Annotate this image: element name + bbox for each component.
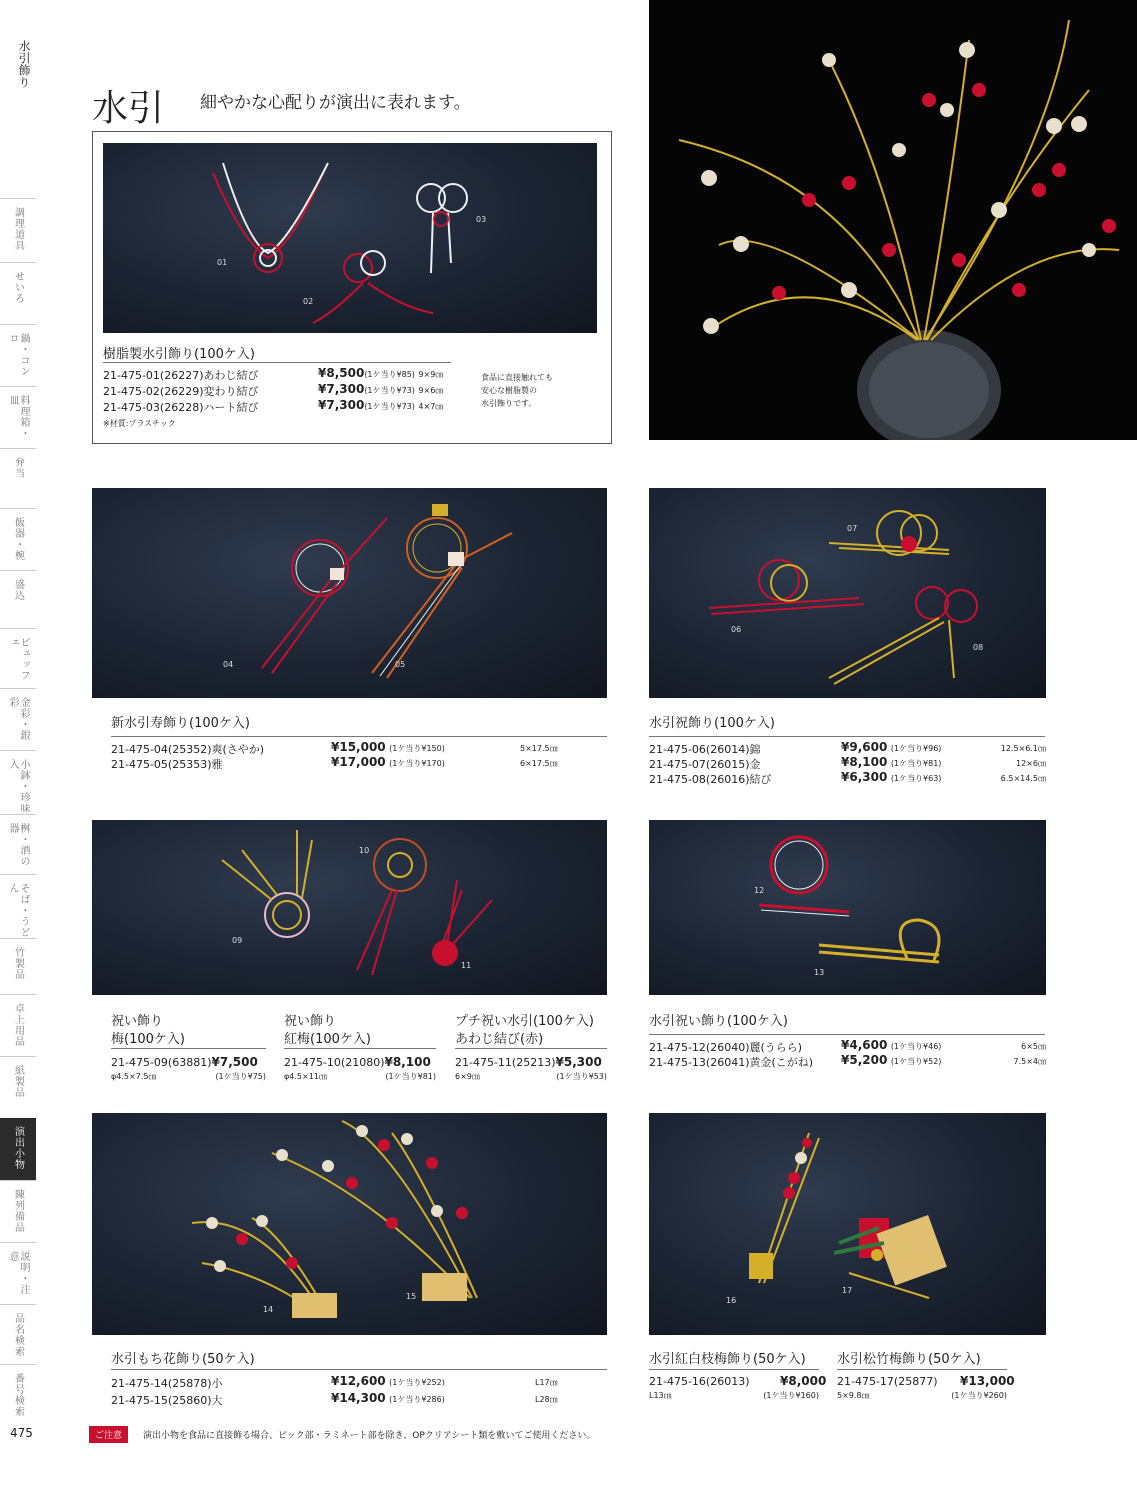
- item-heading: 祝い飾り: [111, 1014, 164, 1029]
- item-heading: プチ祝い水引(100ケ入): [455, 1014, 594, 1029]
- product-size: 6×9㎝: [455, 1072, 480, 1081]
- product-size: φ4.5×11㎝: [284, 1072, 327, 1081]
- page-subtitle: 細やかな心配りが演出に表れます。: [200, 93, 471, 113]
- section-heading: 新水引寿飾り(100ケ入): [111, 716, 250, 731]
- divider: [649, 736, 1045, 737]
- divider: [111, 1369, 607, 1370]
- item-label: 06: [731, 625, 742, 634]
- sidebar-item[interactable]: 説明・注意: [0, 1242, 36, 1304]
- product-size: L13㎝: [649, 1391, 672, 1400]
- sidebar-item[interactable]: 紙製品: [0, 1056, 36, 1118]
- product-size: 6.5×14.5㎝: [1000, 774, 1046, 783]
- iwai-photo: [649, 488, 1046, 698]
- section-heading: 樹脂製水引飾り(100ケ入): [103, 347, 255, 362]
- product-row: 21-475-02(26229)変わり結び: [103, 385, 259, 398]
- sidebar-title: 水引飾り: [17, 40, 31, 88]
- product-size: 5×9.8㎝: [837, 1391, 870, 1400]
- product-price: ¥8,000: [780, 1374, 827, 1388]
- sidebar-item[interactable]: せいろ: [0, 262, 36, 324]
- product-price: ¥4,600 (1ケ当り¥46): [841, 1038, 942, 1052]
- kotobuki-image: [92, 488, 607, 698]
- product-unit: (1ケ当り¥81): [385, 1072, 436, 1081]
- product-price: ¥14,300 (1ケ当り¥286): [331, 1391, 445, 1405]
- item-label: 04: [223, 660, 234, 669]
- sidebar-item[interactable]: 小鉢・珍味入: [0, 750, 36, 814]
- item-label: 10: [359, 846, 370, 855]
- sidebar-item[interactable]: 料理箱・皿: [0, 386, 36, 448]
- caution-badge: ご注意: [89, 1426, 128, 1443]
- sidebar-item[interactable]: ビュッフェ: [0, 628, 36, 688]
- product-size: 6×5㎝: [1021, 1042, 1046, 1051]
- sidebar-item[interactable]: 飯器・椀: [0, 508, 36, 570]
- item-label: 03: [476, 215, 487, 224]
- product-size: 5×17.5㎝: [520, 744, 558, 753]
- ume-photo: [92, 820, 607, 995]
- sidebar-item[interactable]: 番号検索: [0, 1364, 36, 1426]
- item-label: 01: [217, 258, 228, 267]
- kotobuki-photo: [92, 488, 607, 698]
- item-heading: 祝い飾り: [284, 1014, 337, 1029]
- product-row: 21-475-14(25878)小: [111, 1377, 223, 1390]
- divider: [103, 362, 451, 363]
- mochibana-photo: [92, 1113, 607, 1335]
- material-note: ※材質:プラスチック: [103, 419, 176, 428]
- product-row: 21-475-08(26016)結び: [649, 773, 772, 786]
- product-row: 21-475-10(21080)¥8,100: [284, 1055, 431, 1069]
- product-row: 21-475-11(25213)¥5,300: [455, 1055, 602, 1069]
- section-heading: 水引祝い飾り(100ケ入): [649, 1014, 788, 1029]
- product-row: 21-475-16(26013): [649, 1375, 750, 1388]
- page-number: 475: [10, 1426, 33, 1440]
- product-unit: (1ケ当り¥53): [556, 1072, 607, 1081]
- product-price: ¥12,600 (1ケ当り¥252): [331, 1374, 445, 1388]
- divider: [284, 1048, 436, 1049]
- hero-photo: [649, 0, 1137, 440]
- divider: [649, 1034, 1045, 1035]
- section-heading: 水引祝飾り(100ケ入): [649, 716, 775, 731]
- product-price: ¥7,300(1ケ当り¥73) 9×6㎝: [318, 382, 444, 396]
- item-heading: 梅(100ケ入): [111, 1032, 185, 1047]
- sidebar-item[interactable]: 盛込: [0, 570, 36, 628]
- resin-knots-image: [103, 143, 597, 333]
- product-unit: (1ケ当り¥260): [951, 1391, 1007, 1400]
- product-row: 21-475-15(25860)大: [111, 1394, 223, 1407]
- sidebar-item-active[interactable]: 演出小物: [0, 1118, 36, 1180]
- sidebar-item[interactable]: 竹製品: [0, 938, 36, 994]
- iwai-image: [649, 488, 1046, 698]
- product-row: 21-475-07(26015)金: [649, 758, 761, 771]
- sidebar-item[interactable]: 品名検索: [0, 1304, 36, 1364]
- product-unit: (1ケ当り¥160): [763, 1391, 819, 1400]
- product-size: 12×6㎝: [1016, 759, 1046, 768]
- product-row: 21-475-09(63881)¥7,500: [111, 1055, 258, 1069]
- product-price: ¥7,300(1ケ当り¥73) 4×7㎝: [318, 398, 444, 412]
- ume-image: [92, 820, 607, 995]
- page-title: 水引: [92, 88, 165, 129]
- sidebar-item[interactable]: 陳列備品: [0, 1180, 36, 1242]
- sidebar-item[interactable]: そば・うどん: [0, 874, 36, 938]
- mochibana-image: [92, 1113, 607, 1335]
- resin-note: 食品に直接触れても 安心な樹脂製の 水引飾りです。: [481, 373, 553, 408]
- product-price: ¥8,500(1ケ当り¥85) 9×9㎝: [318, 366, 444, 380]
- product-unit: (1ケ当り¥75): [215, 1072, 266, 1081]
- product-price: ¥17,000 (1ケ当り¥170): [331, 755, 445, 769]
- product-row: 21-475-01(26227)あわじ結び: [103, 369, 259, 382]
- item-label: 15: [406, 1292, 417, 1301]
- item-label: 16: [726, 1296, 737, 1305]
- product-price: ¥6,300 (1ケ当り¥63): [841, 770, 942, 784]
- item-label: 11: [461, 961, 472, 970]
- product-row: 21-475-17(25877): [837, 1375, 938, 1388]
- item-heading: 紅梅(100ケ入): [284, 1032, 371, 1047]
- divider: [649, 1369, 819, 1370]
- item-heading: 水引紅白枝梅飾り(50ケ入): [649, 1352, 806, 1367]
- product-row: 21-475-04(25352)爽(さやか): [111, 743, 265, 756]
- product-row: 21-475-12(26040)麗(うらら): [649, 1041, 803, 1054]
- product-row: 21-475-13(26041)黄金(こがね): [649, 1056, 814, 1069]
- iwai-kazari-image: [649, 820, 1046, 995]
- product-size: 12.5×6.1㎝: [1000, 744, 1046, 753]
- sidebar-item[interactable]: 調理道具: [0, 198, 36, 262]
- caution-text: 演出小物を食品に直接飾る場合、ピック部・ラミネート部を除き、OPクリアシート類を敷いてご使用ください。: [143, 1431, 596, 1441]
- item-label: 12: [754, 886, 765, 895]
- item-label: 05: [395, 660, 406, 669]
- item-label: 13: [814, 968, 825, 977]
- sidebar-item[interactable]: 桝・酒の器: [0, 814, 36, 874]
- item-label: 14: [263, 1305, 274, 1314]
- product-price: ¥8,100 (1ケ当り¥81): [841, 755, 942, 769]
- hero-arrangement-image: [649, 0, 1137, 440]
- item-heading: 水引松竹梅飾り(50ケ入): [837, 1352, 981, 1367]
- divider: [455, 1048, 607, 1049]
- item-label: 17: [842, 1286, 853, 1295]
- product-row: 21-475-05(25353)雅: [111, 758, 223, 771]
- product-size: φ4.5×7.5㎝: [111, 1072, 157, 1081]
- section-heading: 水引もち花飾り(50ケ入): [111, 1352, 255, 1367]
- product-size: 7.5×4㎝: [1013, 1057, 1046, 1066]
- product-price: ¥9,600 (1ケ当り¥96): [841, 740, 942, 754]
- product-size: L17㎝: [535, 1378, 558, 1387]
- sidebar-item[interactable]: 卓上用品: [0, 994, 36, 1056]
- item-label: 07: [847, 524, 858, 533]
- edaume-photo: [649, 1113, 1046, 1335]
- item-label: 02: [303, 297, 314, 306]
- resin-mizuhiki-photo: [103, 143, 597, 333]
- item-label: 09: [232, 936, 243, 945]
- sidebar-item[interactable]: 鍋・コンロ: [0, 324, 36, 386]
- product-price: ¥13,000: [960, 1374, 1015, 1388]
- sidebar-item[interactable]: 弁当: [0, 448, 36, 508]
- product-price: ¥5,200 (1ケ当り¥52): [841, 1053, 942, 1067]
- product-row: 21-475-06(26014)錦: [649, 743, 761, 756]
- divider: [837, 1369, 1007, 1370]
- divider: [111, 736, 607, 737]
- sidebar: [0, 0, 38, 1501]
- item-heading: あわじ結び(赤): [455, 1032, 544, 1047]
- product-row: 21-475-03(26228)ハート結び: [103, 401, 259, 414]
- iwai-kazari-photo: [649, 820, 1046, 995]
- item-label: 08: [973, 643, 984, 652]
- product-price: ¥15,000 (1ケ当り¥150): [331, 740, 445, 754]
- product-size: 6×17.5㎝: [520, 759, 558, 768]
- edaume-image: [649, 1113, 1046, 1335]
- divider: [111, 1048, 266, 1049]
- sidebar-item[interactable]: 金彩・銀彩: [0, 688, 36, 750]
- product-size: L28㎝: [535, 1395, 558, 1404]
